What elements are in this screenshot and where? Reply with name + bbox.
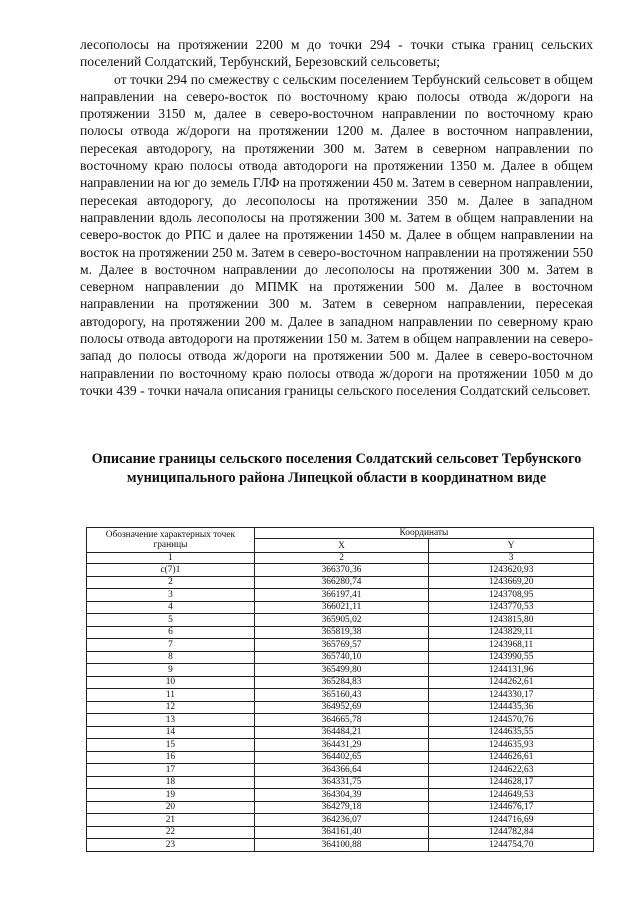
coordinates-table — [86, 527, 594, 852]
point-id-cell: 13 — [87, 714, 255, 727]
column-number: 3 — [429, 553, 594, 564]
table-row — [87, 564, 594, 577]
point-id-cell: 11 — [87, 689, 255, 702]
table-row — [87, 639, 594, 652]
y-coordinate-cell: 1244131,96 — [429, 664, 594, 677]
point-id-cell: с(7)1 — [87, 564, 255, 577]
x-coordinate-cell: 365284,83 — [254, 676, 428, 689]
point-id-cell: 6 — [87, 626, 255, 639]
x-coordinate-cell: 366280,74 — [254, 576, 428, 589]
table-row — [87, 826, 594, 839]
column-number-row — [87, 553, 594, 564]
point-id-cell: 16 — [87, 751, 255, 764]
header-x: X — [254, 539, 428, 553]
point-id-cell: 17 — [87, 764, 255, 777]
y-coordinate-cell: 1243815,80 — [429, 614, 594, 627]
section-title: Описание границы сельского поселения Солдатский сельсовет Тербунского муниципального района Липецкой области в координатном виде — [91, 451, 582, 486]
point-id-cell: 14 — [87, 726, 255, 739]
x-coordinate-cell: 364665,78 — [254, 714, 428, 727]
point-id-cell: 9 — [87, 664, 255, 677]
x-coordinate-cell: 366370,36 — [254, 564, 428, 577]
x-coordinate-cell: 364366,64 — [254, 764, 428, 777]
x-coordinate-cell: 365819,38 — [254, 626, 428, 639]
x-coordinate-cell: 364236,07 — [254, 814, 428, 827]
table-row — [87, 839, 594, 852]
x-coordinate-cell: 364161,40 — [254, 826, 428, 839]
x-coordinate-cell: 364100,88 — [254, 839, 428, 852]
paragraph-boundary-route: от точки 294 по смежеству с сельским поселением Тербунский сельсовет в общем направлении на северо-восток по восточному краю полосы отвода ж/дороги на протяжении 3150 м, далее в северо-восточном направлении по восточному краю полосы отвода ж/дороги на протяжении 1200 м. Далее в восточном направлении, пересекая автодорогу, на протяжении 300 м. Затем в северном направлении по восточному краю полосы отвода автодороги на протяжении 1350 м. Далее в общем направлении на юг до земель ГЛФ на протяжении 450 м. Затем в северном направлении, пересекая автодорогу, до лесополосы на протяжении 350 м. Далее в западном направлении вдоль лесополосы на протяжении 300 м. Затем в общем направлении на северо-восток до РПС и далее на протяжении 1450 м. Далее в общем направлении на восток на протяжении 250 м. Затем в северо-восточном направлении на протяжении 550 м. Далее в восточном направлении до лесополосы на протяжении 300 м. Затем в северном направлении до МПМК на протяжении 500 м. Далее в восточном направлении на протяжении 300 м. Затем в северном направлении, пересекая автодорогу, на протяжении 200 м. Далее в западном направлении по северному краю полосы отвода автодороги на протяжении 150 м. Затем в общем направлении на северо-запад до полосы отвода ж/дороги на протяжении 500 м. Далее в северо-восточном направлении по восточному краю полосы отвода ж/дороги на протяжении 1050 м до точки 439 - точки начала описания границы сельского поселения Солдатский сельсовет. — [80, 71, 593, 398]
column-number: 2 — [254, 553, 428, 564]
x-coordinate-cell: 365499,80 — [254, 664, 428, 677]
table-header-row — [87, 528, 594, 539]
table-row — [87, 789, 594, 802]
header-y: Y — [429, 539, 594, 553]
point-id-cell: 12 — [87, 701, 255, 714]
point-id-cell: 10 — [87, 676, 255, 689]
y-coordinate-cell: 1244635,93 — [429, 739, 594, 752]
table-row — [87, 701, 594, 714]
x-coordinate-cell: 364402,65 — [254, 751, 428, 764]
y-coordinate-cell: 1243708,95 — [429, 589, 594, 602]
x-coordinate-cell: 364952,69 — [254, 701, 428, 714]
x-coordinate-cell: 364431,29 — [254, 739, 428, 752]
y-coordinate-cell: 1243829,11 — [429, 626, 594, 639]
x-coordinate-cell: 366197,41 — [254, 589, 428, 602]
y-coordinate-cell: 1243770,53 — [429, 601, 594, 614]
y-coordinate-cell: 1244262,61 — [429, 676, 594, 689]
y-coordinate-cell: 1243669,20 — [429, 576, 594, 589]
header-point-designation: Обозначение характерных точек границы — [87, 528, 255, 553]
table-row — [87, 776, 594, 789]
x-coordinate-cell: 365905,02 — [254, 614, 428, 627]
y-coordinate-cell: 1243968,11 — [429, 639, 594, 652]
x-coordinate-cell: 365769,57 — [254, 639, 428, 652]
point-id-cell: 23 — [87, 839, 255, 852]
point-id-cell: 5 — [87, 614, 255, 627]
point-id-cell: 4 — [87, 601, 255, 614]
y-coordinate-cell: 1244570,76 — [429, 714, 594, 727]
table-row — [87, 601, 594, 614]
table-row — [87, 626, 594, 639]
table-row — [87, 576, 594, 589]
y-coordinate-cell: 1244649,53 — [429, 789, 594, 802]
table-row — [87, 614, 594, 627]
x-coordinate-cell: 364331,75 — [254, 776, 428, 789]
table-row — [87, 751, 594, 764]
header-coordinates: Координаты — [254, 528, 593, 539]
table-row — [87, 589, 594, 602]
y-coordinate-cell: 1244782,84 — [429, 826, 594, 839]
y-coordinate-cell: 1244330,17 — [429, 689, 594, 702]
x-coordinate-cell: 364484,21 — [254, 726, 428, 739]
table-row — [87, 801, 594, 814]
x-coordinate-cell: 365160,43 — [254, 689, 428, 702]
table-row — [87, 739, 594, 752]
point-id-cell: 18 — [87, 776, 255, 789]
boundary-description-text — [80, 36, 593, 399]
y-coordinate-cell: 1244622,63 — [429, 764, 594, 777]
table-row — [87, 764, 594, 777]
x-coordinate-cell: 364279,18 — [254, 801, 428, 814]
table-row — [87, 714, 594, 727]
point-id-cell: 2 — [87, 576, 255, 589]
table-row — [87, 664, 594, 677]
y-coordinate-cell: 1244626,61 — [429, 751, 594, 764]
y-coordinate-cell: 1244635,55 — [429, 726, 594, 739]
table-row — [87, 651, 594, 664]
point-id-cell: 22 — [87, 826, 255, 839]
table-row — [87, 814, 594, 827]
y-coordinate-cell: 1244435,36 — [429, 701, 594, 714]
y-coordinate-cell: 1244628,17 — [429, 776, 594, 789]
table-row — [87, 726, 594, 739]
y-coordinate-cell: 1244754,70 — [429, 839, 594, 852]
point-id-cell: 8 — [87, 651, 255, 664]
column-number: 1 — [87, 553, 255, 564]
y-coordinate-cell: 1244676,17 — [429, 801, 594, 814]
x-coordinate-cell: 364304,39 — [254, 789, 428, 802]
paragraph-continuation: лесополосы на протяжении 2200 м до точки 294 - точки стыка границ сельских поселений Солдатский, Тербунский, Березовский сельсоветы; — [80, 37, 593, 70]
x-coordinate-cell: 365740,10 — [254, 651, 428, 664]
point-id-cell: 7 — [87, 639, 255, 652]
y-coordinate-cell: 1243990,55 — [429, 651, 594, 664]
y-coordinate-cell: 1243620,93 — [429, 564, 594, 577]
y-coordinate-cell: 1244716,69 — [429, 814, 594, 827]
x-coordinate-cell: 366021,11 — [254, 601, 428, 614]
point-id-cell: 3 — [87, 589, 255, 602]
point-id-cell: 21 — [87, 814, 255, 827]
table-row — [87, 689, 594, 702]
table-row — [87, 676, 594, 689]
point-id-cell: 19 — [87, 789, 255, 802]
point-id-cell: 20 — [87, 801, 255, 814]
point-id-cell: 15 — [87, 739, 255, 752]
